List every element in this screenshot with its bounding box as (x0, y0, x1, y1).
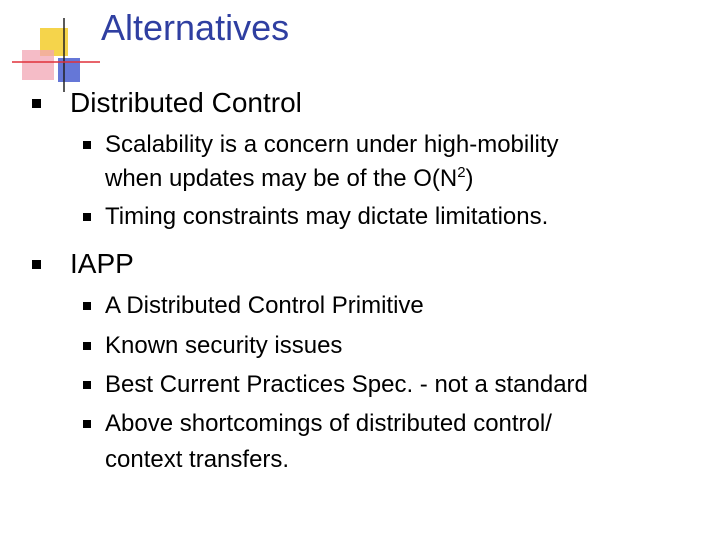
bullet-icon (32, 99, 41, 108)
item-security-issues: Known security issues (105, 332, 343, 359)
item-scalability-line2-close: ) (465, 165, 474, 192)
item-best-current-practices: Best Current Practices Spec. - not a standard (105, 371, 588, 398)
bullet-icon (83, 420, 91, 428)
item-shortcomings-line1: Above shortcomings of distributed control/ (105, 410, 552, 437)
bullet-icon (83, 302, 91, 310)
deco-pink-square (22, 50, 54, 80)
bullet-icon (83, 213, 91, 221)
bullet-icon (83, 342, 91, 350)
item-scalability-line2-text: when updates may be of the O(N (105, 165, 458, 192)
bullet-icon (32, 260, 41, 269)
item-scalability-line2 (105, 163, 474, 195)
section-heading-distributed-control: Distributed Control (70, 87, 302, 118)
bullet-icon (83, 141, 91, 149)
item-shortcomings-line2: context transfers. (105, 446, 290, 473)
item-scalability-line1: Scalability is a concern under high-mobility (105, 131, 559, 158)
slide-title: Alternatives (101, 7, 290, 48)
bullet-icon (83, 381, 91, 389)
superscript-exponent: 2 (457, 164, 466, 181)
item-distributed-control-primitive: A Distributed Control Primitive (105, 292, 424, 319)
section-heading-iapp: IAPP (70, 248, 134, 279)
item-timing-constraints: Timing constraints may dictate limitations. (105, 203, 549, 230)
